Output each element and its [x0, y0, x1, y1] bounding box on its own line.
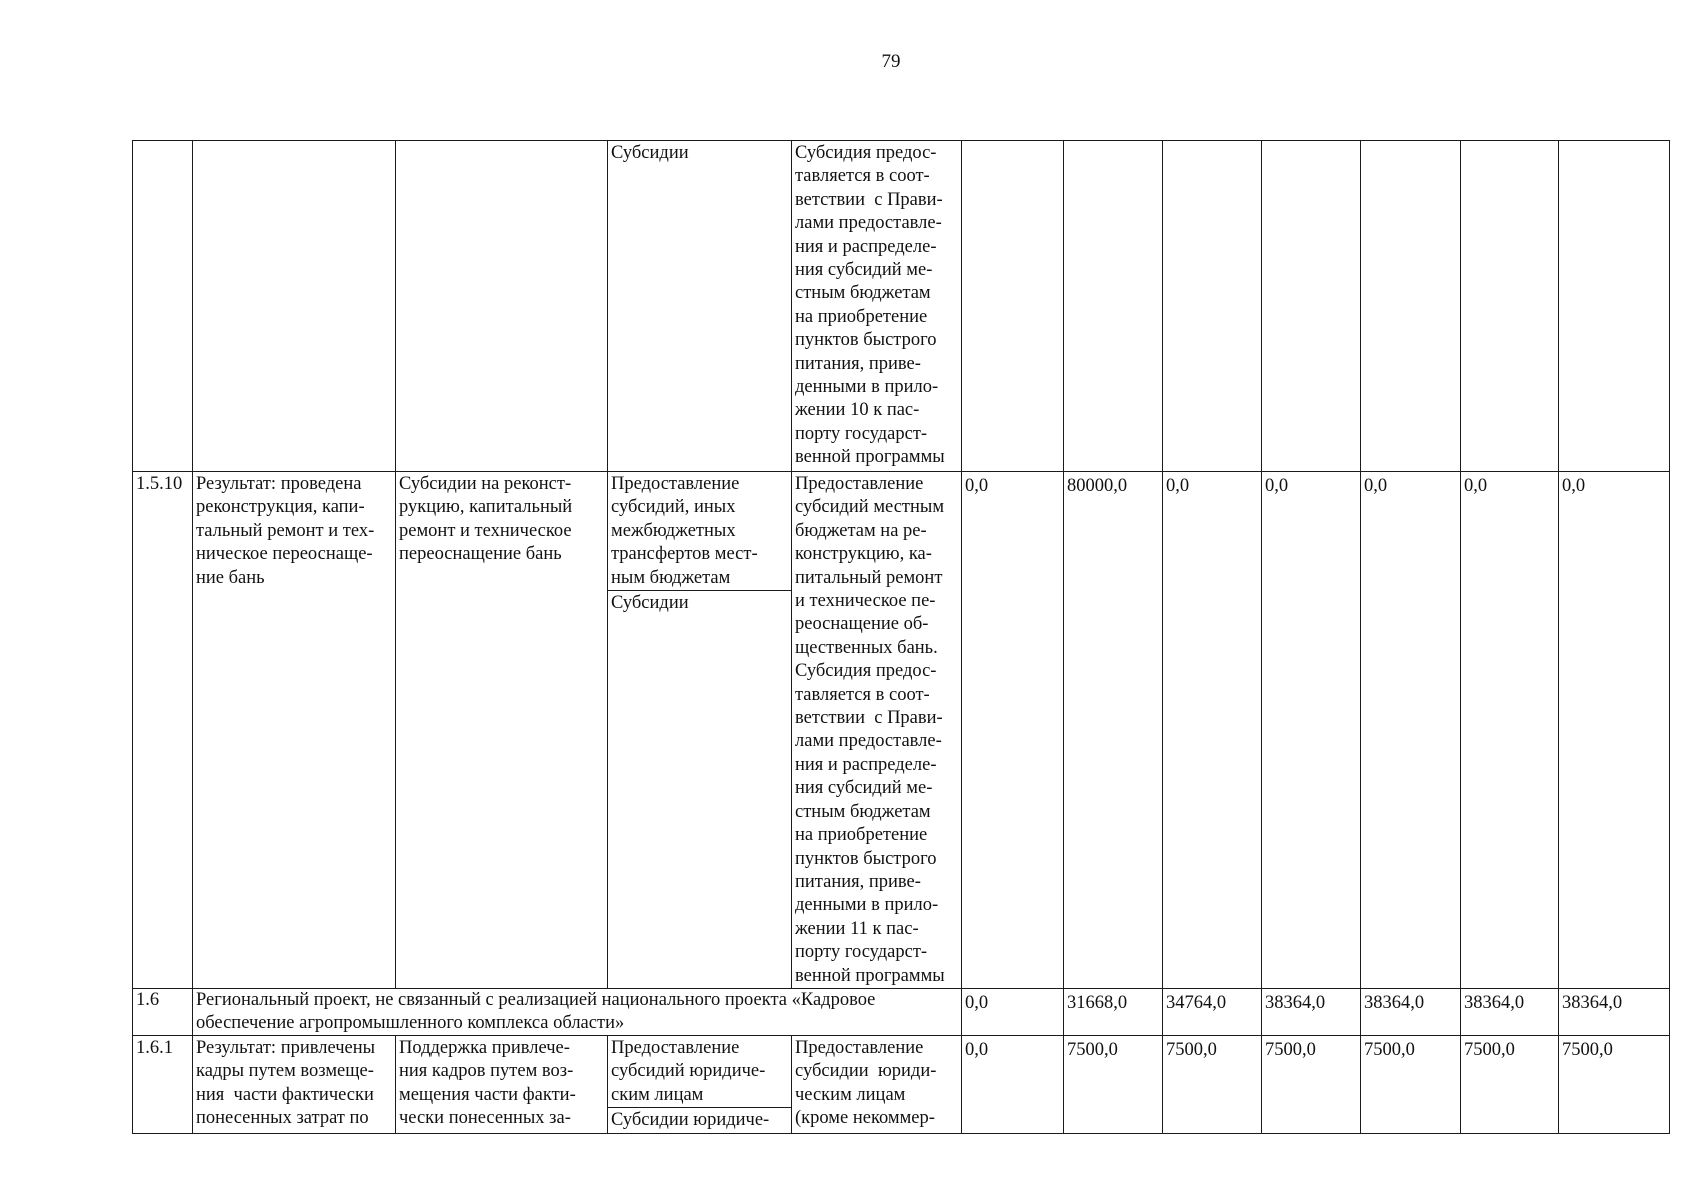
result-cell — [193, 472, 396, 989]
value-text: 0,0 — [1562, 476, 1586, 496]
value-cell — [1163, 988, 1262, 1035]
value-cell — [1064, 988, 1163, 1035]
value-cell — [962, 1035, 1064, 1133]
value-text: 38364,0 — [1364, 992, 1425, 1013]
value-cell — [1559, 141, 1670, 472]
row-number-cell — [133, 472, 193, 989]
value-text: 7500,0 — [1464, 1039, 1515, 1060]
value-text: 0,0 — [1364, 476, 1388, 496]
value-cell — [1461, 1035, 1559, 1133]
form-of-support-subtext: Субсидии — [611, 593, 689, 614]
measure-text: Субсидии на реконст- рукцию, капитальный ремонт и техническое переоснащение бань — [399, 474, 573, 565]
measure-cell — [396, 141, 608, 472]
table-row-1-6 — [133, 988, 1670, 1035]
table-row-continued — [133, 141, 1670, 472]
value-cell — [962, 988, 1064, 1035]
value-cell — [1163, 141, 1262, 472]
project-title-text: Региональный проект, не связанный с реализацией национального проекта «Кадровое обеспечение агропромышленного комплекса области» — [196, 989, 876, 1033]
description-text: Предоставление субсидий местным бюджетам на ре- конструкцию, ка- питальный ремонт и техническое пе- реоснащение об- щественных бань. Субсидия предос- тавляется в соот- ветствии с Прави- лами предоставле- ния и распределе- ния субсидий ме- стным бюджетам на приобретение пунктов быстрого питания, приве- денными в прило- жении 11 к пас- порту государст- венной программы — [795, 474, 945, 986]
row-number-cell — [133, 988, 193, 1035]
value-cell — [1262, 141, 1361, 472]
value-cell — [1361, 988, 1461, 1035]
value-text: 38364,0 — [1562, 992, 1623, 1013]
row-number: 1.6.1 — [136, 1037, 173, 1058]
value-cell — [1559, 472, 1670, 989]
form-of-support-text: Субсидии — [611, 143, 689, 163]
measure-cell — [396, 1035, 608, 1133]
value-cell — [1361, 141, 1461, 472]
form-of-support-subtext: Субсидии юридиче- — [611, 1110, 770, 1131]
value-text: 34764,0 — [1166, 992, 1227, 1013]
value-text: 80000,0 — [1067, 476, 1128, 496]
value-cell — [1361, 1035, 1461, 1133]
row-number-cell — [133, 141, 193, 472]
value-text: 0,0 — [1464, 476, 1488, 496]
value-text: 7500,0 — [1562, 1039, 1613, 1060]
value-text: 38364,0 — [1464, 992, 1525, 1013]
page-number: 79 — [881, 51, 901, 72]
value-cell — [1064, 141, 1163, 472]
form-of-support-cell — [608, 1035, 792, 1133]
value-text: 38364,0 — [1265, 992, 1326, 1013]
value-cell — [1262, 472, 1361, 989]
measure-cell — [396, 472, 608, 989]
value-cell — [1559, 988, 1670, 1035]
value-cell — [962, 141, 1064, 472]
form-of-support-cell — [608, 141, 792, 472]
value-cell — [1559, 1035, 1670, 1133]
value-text: 7500,0 — [1067, 1039, 1118, 1060]
row-number-cell — [133, 1035, 193, 1133]
description-cell — [792, 1035, 962, 1133]
value-text: 7500,0 — [1265, 1039, 1316, 1060]
row-number: 1.6 — [136, 989, 160, 1010]
result-cell — [193, 1035, 396, 1133]
value-cell — [1064, 1035, 1163, 1133]
value-text: 31668,0 — [1067, 992, 1128, 1013]
value-cell — [1461, 141, 1559, 472]
value-text: 0,0 — [965, 1039, 989, 1060]
program-table — [132, 140, 1670, 1134]
value-cell — [1361, 472, 1461, 989]
project-title-cell — [193, 988, 962, 1035]
row-number: 1.5.10 — [136, 474, 183, 494]
table-row-1-6-1 — [133, 1035, 1670, 1133]
value-cell — [1461, 472, 1559, 989]
description-cell — [792, 472, 962, 989]
description-text: Субсидия предос- тавляется в соот- ветствии с Прави- лами предоставле- ния и распределе- ния субсидий ме- стным бюджетам на приобретение пунктов быстрого питания, приве- денными в прило- жении 10 к пас- порту государст- венной программы — [795, 143, 945, 468]
value-cell — [1163, 472, 1262, 989]
form-of-support-cell — [608, 472, 792, 989]
value-text: 0,0 — [965, 992, 989, 1013]
measure-text: Поддержка привлече- ния кадров путем воз- мещения части факти- чески понесенных за- — [399, 1037, 576, 1129]
value-text: 7500,0 — [1364, 1039, 1415, 1060]
value-text: 0,0 — [1265, 476, 1289, 496]
result-text: Результат: проведена реконструкция, капи- тальный ремонт и тех- ническое переоснаще- ние бань — [196, 474, 375, 588]
value-cell — [1064, 472, 1163, 989]
value-cell — [1461, 988, 1559, 1035]
form-of-support-text: Предоставление субсидий юридиче- ским лицам — [608, 1036, 791, 1108]
description-cell — [792, 141, 962, 472]
value-text: 0,0 — [1166, 476, 1190, 496]
table-row-1-5-10 — [133, 472, 1670, 989]
value-text: 7500,0 — [1166, 1039, 1217, 1060]
value-cell — [962, 472, 1064, 989]
value-cell — [1262, 1035, 1361, 1133]
form-of-support-text: Предоставление субсидий, иных межбюджетных трансфертов мест- ным бюджетам — [608, 472, 791, 591]
result-cell — [193, 141, 396, 472]
value-cell — [1262, 988, 1361, 1035]
value-cell — [1163, 1035, 1262, 1133]
description-text: Предоставление субсидии юриди- ческим лицам (кроме некоммер- — [795, 1037, 937, 1129]
value-text: 0,0 — [965, 476, 989, 496]
result-text: Результат: привлечены кадры путем возмеще- ния части фактически понесенных затрат по — [196, 1037, 376, 1129]
